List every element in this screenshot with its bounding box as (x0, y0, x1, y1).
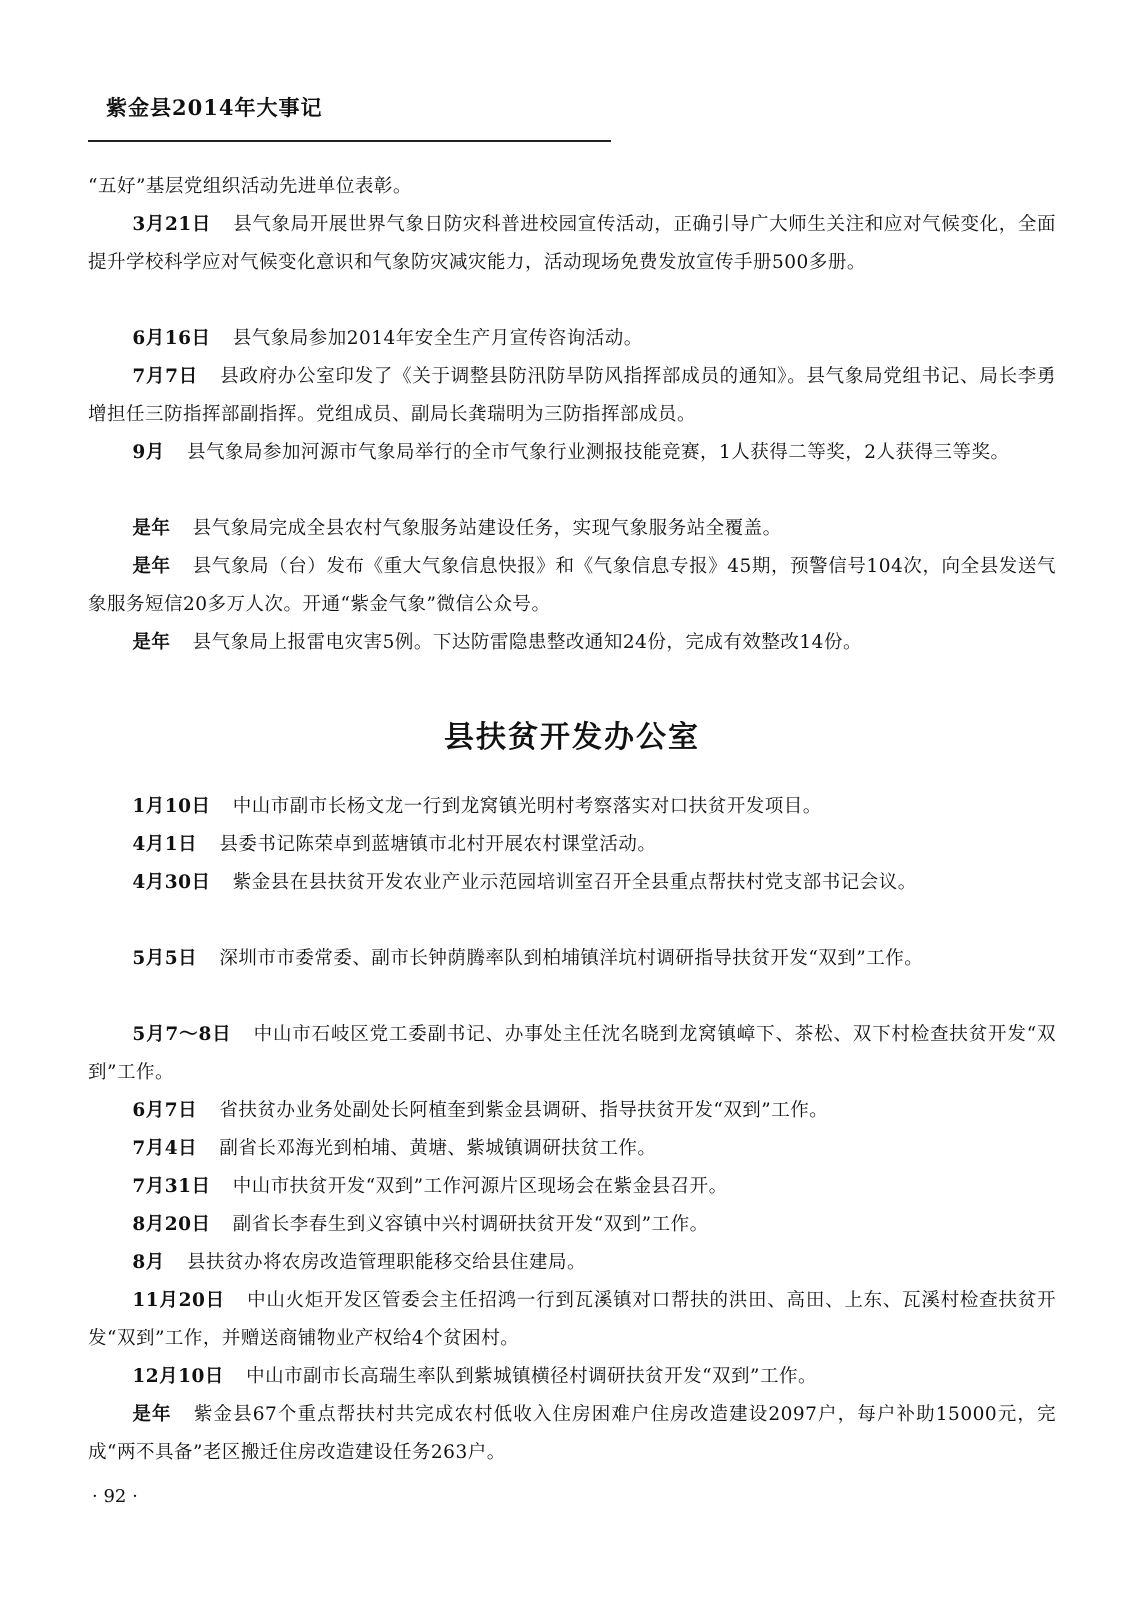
event-entry (88, 1016, 1056, 1092)
event-date: 3月21日 (132, 214, 212, 235)
event-date: 4月30日 (132, 872, 211, 893)
event-date: 9月 (132, 442, 165, 463)
event-text: 深圳市市委常委、副市长钟荫腾率队到柏埔镇洋坑村调研指导扶贫开发“双到”工作。 (219, 948, 924, 969)
event-text: 中山市副市长高瑞生率队到紫城镇横径村调研扶贫开发“双到”工作。 (246, 1366, 817, 1387)
continued-paragraph: “五好”基层党组织活动先进单位表彰。 (88, 176, 412, 197)
event-text: 中山火炬开发区管委会主任招鸿一行到瓦溪镇对口帮扶的洪田、高田、上东、瓦溪村检查扶贫开发“双到”工作，并赠送商铺物业产权给4个贫困村。 (88, 1290, 1056, 1349)
event-text: 紫金县在县扶贫开发农业产业示范园培训室召开全县重点帮扶村党支部书记会议。 (232, 872, 917, 893)
event-text: 县气象局参加河源市气象局举行的全市气象行业测报技能竞赛，1人获得二等奖，2人获得三等奖。 (186, 442, 1010, 463)
event-date: 是年 (132, 632, 171, 653)
event-entry (88, 320, 1056, 358)
event-text: 县气象局上报雷电灾害5例。下达防雷隐患整改通知24份，完成有效整改14份。 (192, 632, 862, 653)
event-entry (88, 434, 1056, 472)
event-text: 中山市副市长杨文龙一行到龙窝镇光明村考察落实对口扶贫开发项目。 (232, 796, 822, 817)
event-date: 6月16日 (132, 328, 211, 349)
event-text: 紫金县67个重点帮扶村共完成农村低收入住房困难户住房改造建设2097户，每户补助15000元，完成“两不具备”老区搬迁住房改造建设任务263户。 (88, 1404, 1056, 1463)
event-entry (88, 510, 1056, 548)
event-text: 省扶贫办业务处副处长阿植奎到紫金县调研、指导扶贫开发“双到”工作。 (219, 1100, 829, 1121)
event-entry (88, 788, 1056, 826)
event-entry (88, 206, 1056, 282)
event-entry (88, 1168, 1056, 1206)
event-date: 7月7日 (132, 366, 198, 387)
event-entry (88, 1244, 1056, 1282)
event-date: 4月1日 (132, 834, 198, 855)
event-entry (88, 1282, 1056, 1358)
event-entry (88, 1092, 1056, 1130)
event-text: 中山市石岐区党工委副书记、办事处主任沈名晓到龙窝镇嶂下、茶松、双下村检查扶贫开发“双到”工作。 (88, 1024, 1056, 1083)
event-date: 是年 (132, 1404, 172, 1425)
event-entry (88, 548, 1056, 624)
event-entry (88, 1396, 1056, 1472)
event-text: 县气象局（台）发布《重大气象信息快报》和《气象信息专报》45期，预警信号104次，向全县发送气象服务短信20多万人次。开通“紫金气象”微信公众号。 (88, 556, 1056, 615)
page-number: · 92 · (92, 1486, 138, 1507)
event-entry (88, 1206, 1056, 1244)
event-date: 12月10日 (132, 1366, 224, 1387)
event-entry (88, 1358, 1056, 1396)
event-entry (88, 864, 1056, 902)
event-entry (88, 826, 1056, 864)
event-entry (88, 358, 1056, 434)
header-rule (88, 140, 611, 142)
event-text: 副省长邓海光到柏埔、黄塘、紫城镇调研扶贫工作。 (219, 1138, 657, 1159)
event-date: 11月20日 (132, 1290, 225, 1311)
event-date: 1月10日 (132, 796, 211, 817)
event-date: 6月7日 (132, 1100, 198, 1121)
event-text: 县气象局开展世界气象日防灾科普进校园宣传活动，正确引导广大师生关注和应对气候变化，全面提升学校科学应对气候变化意识和气象防灾减灾能力，活动现场免费发放宣传手册500多册。 (88, 214, 1056, 273)
event-date: 8月20日 (132, 1214, 211, 1235)
event-text: 副省长李春生到义容镇中兴村调研扶贫开发“双到”工作。 (232, 1214, 709, 1235)
event-date: 是年 (132, 556, 171, 577)
event-text: 中山市扶贫开发“双到”工作河源片区现场会在紫金县召开。 (232, 1176, 728, 1197)
running-head: 紫金县2014年大事记 (106, 95, 323, 120)
event-date: 5月7～8日 (132, 1024, 232, 1045)
event-text: 县政府办公室印发了《关于调整县防汛防旱防风指挥部成员的通知》。县气象局党组书记、局长李勇增担任三防指挥部副指挥。党组成员、副局长龚瑞明为三防指挥部成员。 (88, 366, 1056, 425)
event-date: 5月5日 (132, 948, 198, 969)
event-text: 县气象局参加2014年安全生产月宣传咨询活动。 (232, 328, 643, 349)
event-entry (88, 940, 1056, 978)
event-text: 县气象局完成全县农村气象服务站建设任务，实现气象服务站全覆盖。 (192, 518, 782, 539)
event-date: 是年 (132, 518, 171, 539)
event-text: 县扶贫办将农房改造管理职能移交给县住建局。 (186, 1252, 586, 1273)
event-date: 8月 (132, 1252, 165, 1273)
event-date: 7月31日 (132, 1176, 211, 1197)
event-text: 县委书记陈荣卓到蓝塘镇市北村开展农村课堂活动。 (219, 834, 657, 855)
section-title: 县扶贫开发办公室 (444, 720, 700, 755)
event-date: 7月4日 (132, 1138, 198, 1159)
event-entry (88, 624, 1056, 662)
event-entry (88, 1130, 1056, 1168)
